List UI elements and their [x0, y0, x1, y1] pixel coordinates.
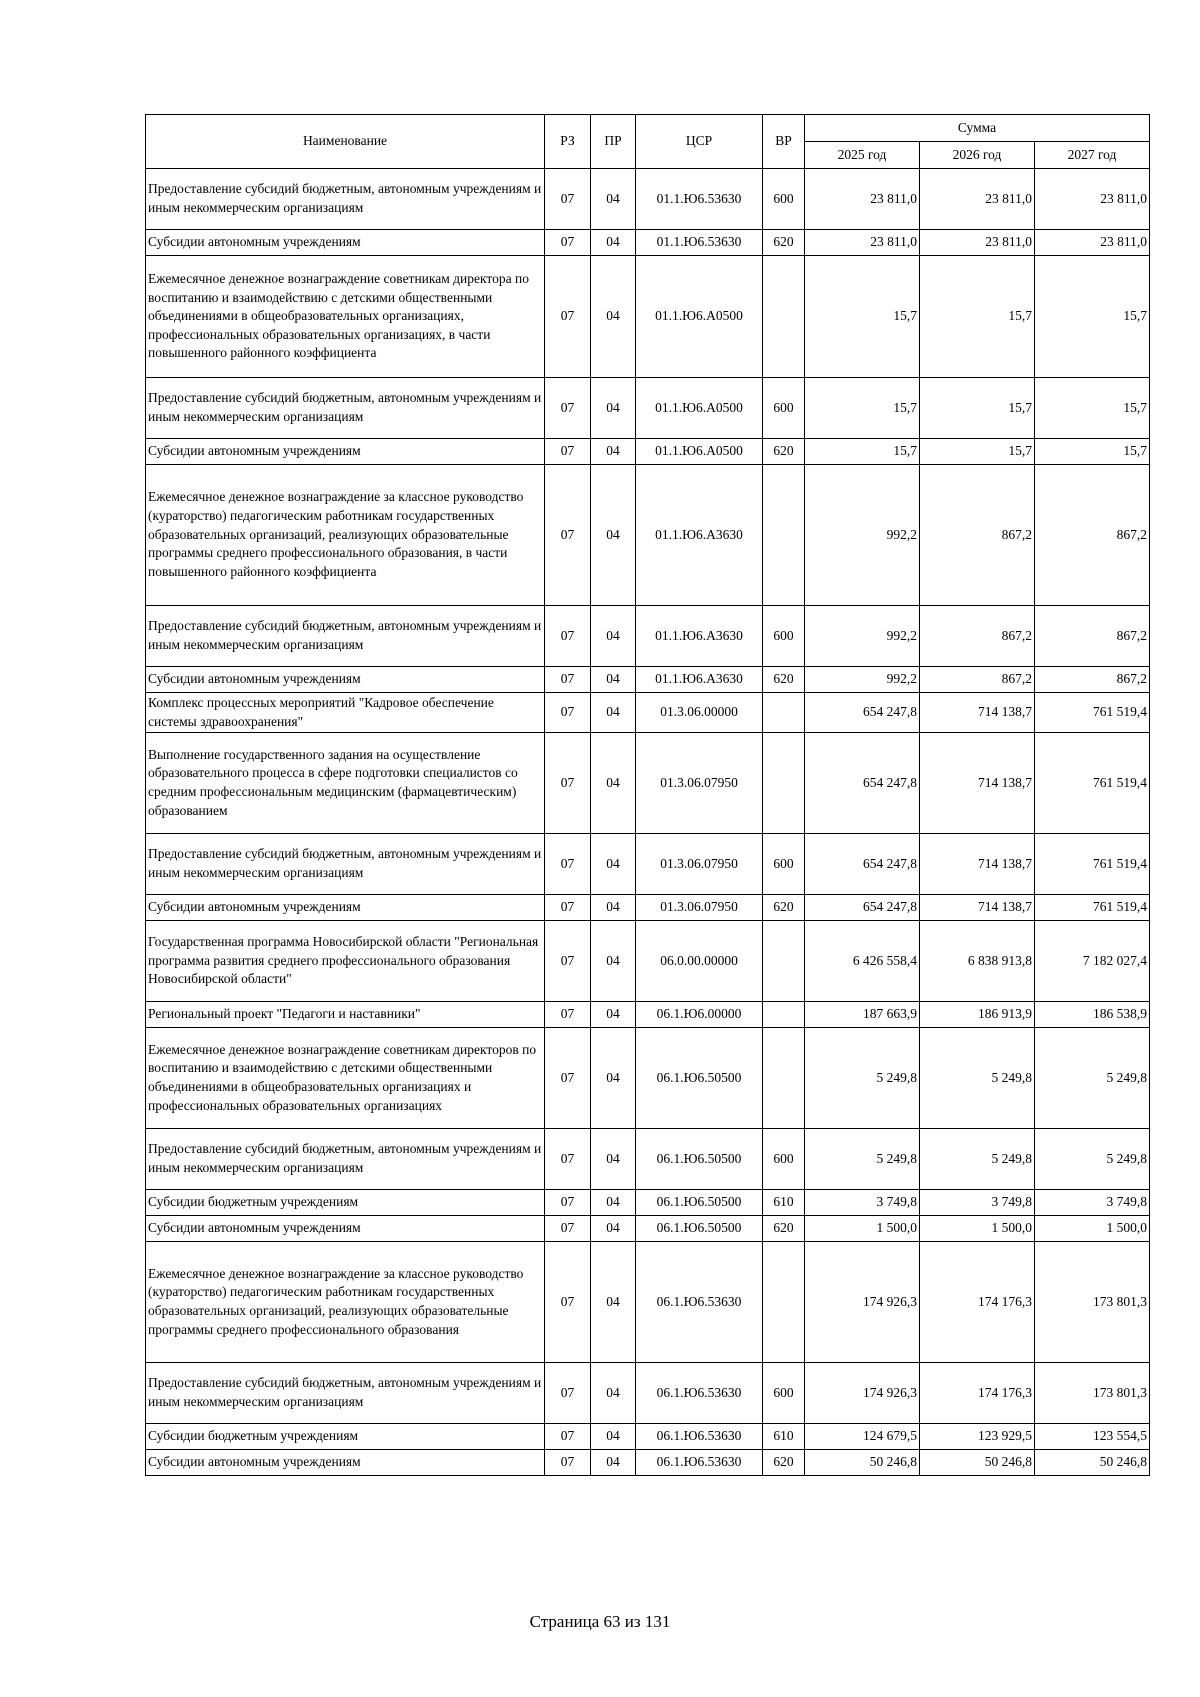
cell-vr: 610 [763, 1424, 805, 1450]
cell-rz: 07 [545, 1002, 591, 1028]
cell-sum-2026: 23 811,0 [920, 169, 1035, 230]
cell-rz: 07 [545, 1450, 591, 1476]
header-name: Наименование [146, 115, 545, 169]
header-year-2027: 2027 год [1035, 142, 1150, 169]
cell-sum-2025: 187 663,9 [805, 1002, 920, 1028]
table-row [146, 1002, 1150, 1028]
table-row [146, 1363, 1150, 1424]
cell-csr: 01.1.Ю6.А0500 [636, 378, 763, 439]
cell-csr: 06.1.Ю6.50500 [636, 1129, 763, 1190]
cell-rz: 07 [545, 378, 591, 439]
cell-csr: 01.3.06.07950 [636, 834, 763, 895]
cell-sum-2026: 6 838 913,8 [920, 921, 1035, 1002]
cell-name: Субсидии автономным учреждениям [146, 895, 545, 921]
cell-pr: 04 [591, 834, 636, 895]
cell-name: Предоставление субсидий бюджетным, автономным учреждениям и иным некоммерческим организациям [146, 834, 545, 895]
cell-sum-2026: 123 929,5 [920, 1424, 1035, 1450]
cell-rz: 07 [545, 1028, 591, 1129]
cell-sum-2025: 174 926,3 [805, 1242, 920, 1363]
cell-csr: 06.1.Ю6.50500 [636, 1028, 763, 1129]
cell-name: Субсидии автономным учреждениям [146, 439, 545, 465]
cell-rz: 07 [545, 693, 591, 733]
cell-sum-2027: 186 538,9 [1035, 1002, 1150, 1028]
cell-sum-2026: 867,2 [920, 465, 1035, 606]
cell-sum-2026: 867,2 [920, 606, 1035, 667]
cell-rz: 07 [545, 169, 591, 230]
cell-pr: 04 [591, 667, 636, 693]
cell-sum-2026: 867,2 [920, 667, 1035, 693]
cell-pr: 04 [591, 693, 636, 733]
cell-name: Субсидии бюджетным учреждениям [146, 1190, 545, 1216]
cell-name: Предоставление субсидий бюджетным, автономным учреждениям и иным некоммерческим организациям [146, 1129, 545, 1190]
header-rz: РЗ [545, 115, 591, 169]
cell-vr: 600 [763, 606, 805, 667]
cell-sum-2025: 992,2 [805, 606, 920, 667]
cell-pr: 04 [591, 1363, 636, 1424]
cell-csr: 01.1.Ю6.А0500 [636, 256, 763, 378]
cell-sum-2027: 761 519,4 [1035, 733, 1150, 834]
cell-name: Предоставление субсидий бюджетным, автономным учреждениям и иным некоммерческим организациям [146, 378, 545, 439]
cell-vr: 620 [763, 1450, 805, 1476]
table-row [146, 1216, 1150, 1242]
cell-pr: 04 [591, 378, 636, 439]
cell-sum-2025: 654 247,8 [805, 895, 920, 921]
cell-vr: 620 [763, 230, 805, 256]
cell-rz: 07 [545, 439, 591, 465]
cell-sum-2026: 174 176,3 [920, 1363, 1035, 1424]
table-row [146, 1424, 1150, 1450]
cell-sum-2027: 23 811,0 [1035, 230, 1150, 256]
cell-csr: 06.1.Ю6.53630 [636, 1363, 763, 1424]
cell-name: Ежемесячное денежное вознаграждение за классное руководство (кураторство) педагогическим работникам государственных образовательных организаций, реализующих образовательные программы среднего профессионального образования [146, 1242, 545, 1363]
cell-sum-2025: 6 426 558,4 [805, 921, 920, 1002]
cell-vr: 620 [763, 1216, 805, 1242]
table-body [146, 169, 1150, 1476]
cell-vr: 620 [763, 895, 805, 921]
table-row [146, 1450, 1150, 1476]
cell-pr: 04 [591, 1028, 636, 1129]
cell-name: Предоставление субсидий бюджетным, автономным учреждениям и иным некоммерческим организациям [146, 169, 545, 230]
cell-pr: 04 [591, 439, 636, 465]
cell-name: Ежемесячное денежное вознаграждение советникам директоров по воспитанию и взаимодействию с детскими общественными объединениями в общеобразовательных организациях и профессиональных образовательных организациях [146, 1028, 545, 1129]
cell-sum-2025: 50 246,8 [805, 1450, 920, 1476]
cell-pr: 04 [591, 1216, 636, 1242]
cell-csr: 01.1.Ю6.А3630 [636, 465, 763, 606]
table-row [146, 733, 1150, 834]
cell-name: Государственная программа Новосибирской области "Региональная программа развития среднего профессионального образования Новосибирской области" [146, 921, 545, 1002]
cell-csr: 06.0.00.00000 [636, 921, 763, 1002]
cell-name: Субсидии автономным учреждениям [146, 1450, 545, 1476]
cell-sum-2026: 15,7 [920, 378, 1035, 439]
table-row [146, 693, 1150, 733]
table-row [146, 667, 1150, 693]
cell-pr: 04 [591, 465, 636, 606]
cell-sum-2027: 5 249,8 [1035, 1129, 1150, 1190]
header-vr: ВР [763, 115, 805, 169]
cell-csr: 01.3.06.07950 [636, 895, 763, 921]
cell-sum-2027: 173 801,3 [1035, 1242, 1150, 1363]
cell-vr [763, 256, 805, 378]
cell-sum-2027: 50 246,8 [1035, 1450, 1150, 1476]
cell-sum-2027: 867,2 [1035, 667, 1150, 693]
table-row [146, 1028, 1150, 1129]
cell-sum-2027: 15,7 [1035, 256, 1150, 378]
cell-csr: 01.1.Ю6.А3630 [636, 606, 763, 667]
cell-pr: 04 [591, 606, 636, 667]
cell-rz: 07 [545, 1242, 591, 1363]
cell-pr: 04 [591, 1450, 636, 1476]
cell-pr: 04 [591, 1424, 636, 1450]
cell-sum-2027: 867,2 [1035, 606, 1150, 667]
cell-rz: 07 [545, 230, 591, 256]
cell-vr [763, 1002, 805, 1028]
cell-vr: 620 [763, 439, 805, 465]
cell-csr: 01.1.Ю6.53630 [636, 230, 763, 256]
cell-sum-2026: 714 138,7 [920, 895, 1035, 921]
cell-sum-2025: 5 249,8 [805, 1129, 920, 1190]
cell-sum-2026: 15,7 [920, 256, 1035, 378]
cell-rz: 07 [545, 1129, 591, 1190]
table-row [146, 1190, 1150, 1216]
cell-csr: 06.1.Ю6.50500 [636, 1216, 763, 1242]
cell-sum-2025: 5 249,8 [805, 1028, 920, 1129]
cell-sum-2025: 23 811,0 [805, 230, 920, 256]
cell-pr: 04 [591, 230, 636, 256]
cell-vr [763, 921, 805, 1002]
cell-sum-2027: 15,7 [1035, 439, 1150, 465]
cell-sum-2027: 15,7 [1035, 378, 1150, 439]
cell-name: Субсидии автономным учреждениям [146, 230, 545, 256]
cell-sum-2025: 654 247,8 [805, 693, 920, 733]
table-row [146, 834, 1150, 895]
cell-pr: 04 [591, 169, 636, 230]
cell-pr: 04 [591, 1002, 636, 1028]
cell-rz: 07 [545, 733, 591, 834]
cell-sum-2025: 1 500,0 [805, 1216, 920, 1242]
cell-pr: 04 [591, 1242, 636, 1363]
cell-sum-2025: 15,7 [805, 439, 920, 465]
cell-pr: 04 [591, 1190, 636, 1216]
cell-csr: 01.3.06.07950 [636, 733, 763, 834]
cell-pr: 04 [591, 733, 636, 834]
cell-pr: 04 [591, 895, 636, 921]
budget-table [145, 114, 1150, 1476]
cell-vr: 610 [763, 1190, 805, 1216]
cell-sum-2025: 3 749,8 [805, 1190, 920, 1216]
cell-csr: 01.1.Ю6.А0500 [636, 439, 763, 465]
cell-name: Региональный проект "Педагоги и наставники" [146, 1002, 545, 1028]
cell-csr: 06.1.Ю6.00000 [636, 1002, 763, 1028]
header-year-2026: 2026 год [920, 142, 1035, 169]
cell-name: Ежемесячное денежное вознаграждение за классное руководство (кураторство) педагогическим работникам государственных образовательных организаций, реализующих образовательные программы среднего профессионального образования, в части повышенного районного коэффициента [146, 465, 545, 606]
cell-pr: 04 [591, 1129, 636, 1190]
cell-sum-2027: 761 519,4 [1035, 895, 1150, 921]
table-row [146, 256, 1150, 378]
cell-vr: 600 [763, 834, 805, 895]
cell-sum-2027: 3 749,8 [1035, 1190, 1150, 1216]
cell-name: Субсидии автономным учреждениям [146, 667, 545, 693]
cell-rz: 07 [545, 895, 591, 921]
cell-vr: 620 [763, 667, 805, 693]
cell-sum-2026: 174 176,3 [920, 1242, 1035, 1363]
cell-sum-2025: 654 247,8 [805, 834, 920, 895]
table-row [146, 230, 1150, 256]
cell-sum-2025: 992,2 [805, 667, 920, 693]
cell-sum-2027: 761 519,4 [1035, 834, 1150, 895]
cell-rz: 07 [545, 1216, 591, 1242]
cell-sum-2027: 5 249,8 [1035, 1028, 1150, 1129]
cell-vr: 600 [763, 169, 805, 230]
cell-sum-2026: 50 246,8 [920, 1450, 1035, 1476]
cell-name: Субсидии бюджетным учреждениям [146, 1424, 545, 1450]
cell-sum-2027: 123 554,5 [1035, 1424, 1150, 1450]
cell-sum-2026: 3 749,8 [920, 1190, 1035, 1216]
cell-vr [763, 733, 805, 834]
cell-csr: 06.1.Ю6.53630 [636, 1424, 763, 1450]
cell-sum-2026: 23 811,0 [920, 230, 1035, 256]
cell-pr: 04 [591, 256, 636, 378]
cell-vr [763, 465, 805, 606]
cell-vr [763, 1028, 805, 1129]
cell-name: Выполнение государственного задания на осуществление образовательного процесса в сфере подготовки специалистов со средним профессиональным медицинским (фармацевтическим) образованием [146, 733, 545, 834]
cell-sum-2026: 5 249,8 [920, 1129, 1035, 1190]
cell-sum-2026: 15,7 [920, 439, 1035, 465]
header-pr: ПР [591, 115, 636, 169]
cell-csr: 06.1.Ю6.53630 [636, 1450, 763, 1476]
cell-sum-2025: 174 926,3 [805, 1363, 920, 1424]
cell-sum-2026: 714 138,7 [920, 834, 1035, 895]
table-row [146, 465, 1150, 606]
table-row [146, 439, 1150, 465]
cell-rz: 07 [545, 921, 591, 1002]
cell-rz: 07 [545, 606, 591, 667]
cell-sum-2027: 867,2 [1035, 465, 1150, 606]
table-row [146, 378, 1150, 439]
cell-name: Комплекс процессных мероприятий "Кадровое обеспечение системы здравоохранения" [146, 693, 545, 733]
table-row [146, 606, 1150, 667]
cell-rz: 07 [545, 256, 591, 378]
cell-rz: 07 [545, 1363, 591, 1424]
table-row [146, 921, 1150, 1002]
cell-name: Ежемесячное денежное вознаграждение советникам директора по воспитанию и взаимодействию с детскими общественными объединениями в общеобразовательных организациях, профессиональных образовательных организациях, в части повышенного районного коэффициента [146, 256, 545, 378]
cell-name: Субсидии автономным учреждениям [146, 1216, 545, 1242]
cell-sum-2026: 714 138,7 [920, 733, 1035, 834]
header-csr: ЦСР [636, 115, 763, 169]
cell-sum-2025: 992,2 [805, 465, 920, 606]
page-number: Страница 63 из 131 [529, 1612, 671, 1631]
cell-csr: 01.1.Ю6.53630 [636, 169, 763, 230]
cell-sum-2026: 186 913,9 [920, 1002, 1035, 1028]
cell-csr: 01.1.Ю6.А3630 [636, 667, 763, 693]
cell-vr: 600 [763, 378, 805, 439]
cell-pr: 04 [591, 921, 636, 1002]
cell-sum-2026: 5 249,8 [920, 1028, 1035, 1129]
cell-name: Предоставление субсидий бюджетным, автономным учреждениям и иным некоммерческим организациям [146, 606, 545, 667]
cell-sum-2027: 761 519,4 [1035, 693, 1150, 733]
cell-csr: 06.1.Ю6.50500 [636, 1190, 763, 1216]
table-header [146, 115, 1150, 169]
cell-vr [763, 1242, 805, 1363]
cell-sum-2027: 23 811,0 [1035, 169, 1150, 230]
cell-rz: 07 [545, 465, 591, 606]
table-row [146, 895, 1150, 921]
cell-vr: 600 [763, 1363, 805, 1424]
table-row [146, 1129, 1150, 1190]
cell-name: Предоставление субсидий бюджетным, автономным учреждениям и иным некоммерческим организациям [146, 1363, 545, 1424]
cell-sum-2025: 654 247,8 [805, 733, 920, 834]
cell-sum-2027: 173 801,3 [1035, 1363, 1150, 1424]
cell-csr: 06.1.Ю6.53630 [636, 1242, 763, 1363]
cell-vr: 600 [763, 1129, 805, 1190]
header-sum: Сумма [805, 115, 1150, 142]
cell-sum-2025: 15,7 [805, 378, 920, 439]
cell-sum-2025: 15,7 [805, 256, 920, 378]
cell-sum-2027: 7 182 027,4 [1035, 921, 1150, 1002]
cell-sum-2026: 1 500,0 [920, 1216, 1035, 1242]
cell-rz: 07 [545, 1424, 591, 1450]
table-row [146, 169, 1150, 230]
cell-vr [763, 693, 805, 733]
cell-sum-2027: 1 500,0 [1035, 1216, 1150, 1242]
cell-rz: 07 [545, 667, 591, 693]
cell-sum-2025: 23 811,0 [805, 169, 920, 230]
cell-sum-2026: 714 138,7 [920, 693, 1035, 733]
cell-rz: 07 [545, 1190, 591, 1216]
cell-rz: 07 [545, 834, 591, 895]
table-row [146, 1242, 1150, 1363]
cell-sum-2025: 124 679,5 [805, 1424, 920, 1450]
cell-csr: 01.3.06.00000 [636, 693, 763, 733]
header-year-2025: 2025 год [805, 142, 920, 169]
